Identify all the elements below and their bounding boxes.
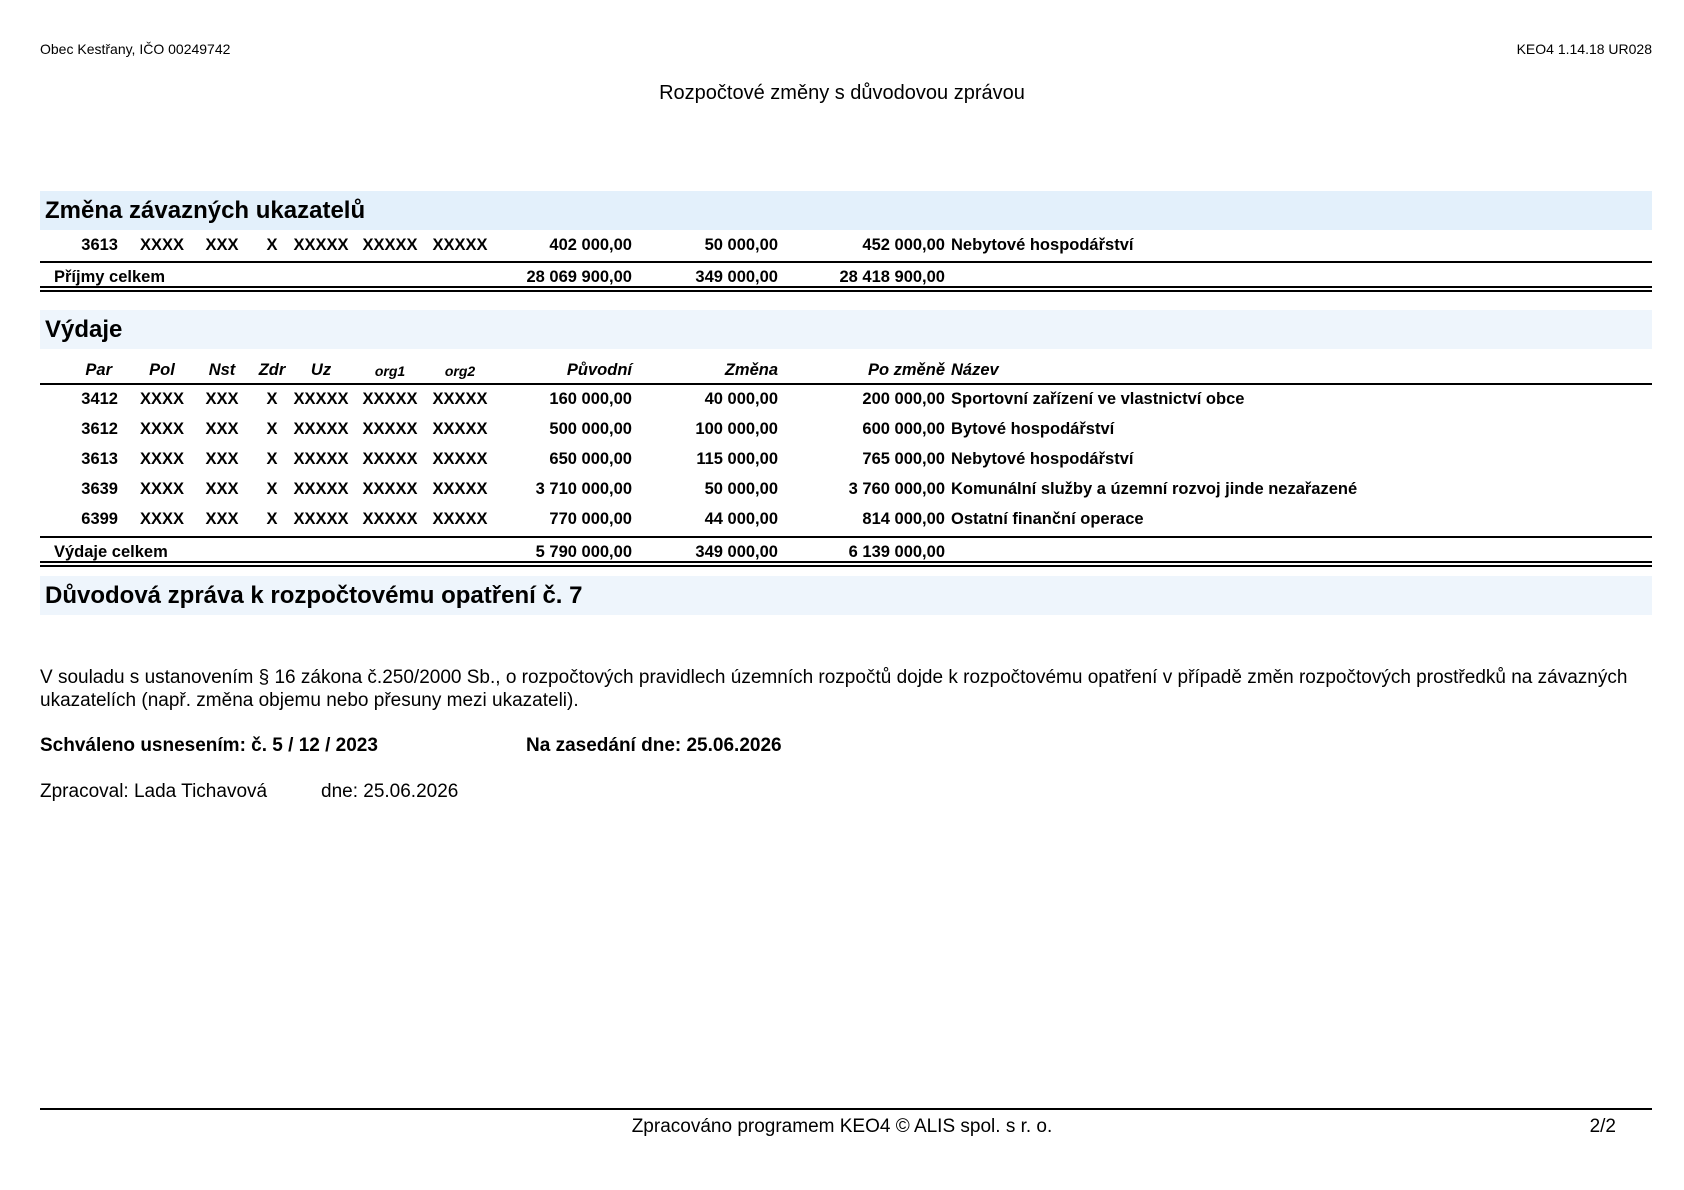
cell-uz: XXXXX bbox=[293, 236, 349, 254]
cell-nst: XXX bbox=[205, 510, 239, 528]
cell-after-change: 814 000,00 bbox=[862, 510, 945, 528]
program-code: KEO4 1.14.18 UR028 bbox=[1516, 41, 1652, 57]
cell-name: Sportovní zařízení ve vlastnictví obce bbox=[951, 390, 1245, 408]
table-row bbox=[40, 230, 1652, 260]
cell-org2: XXXXX bbox=[432, 420, 488, 438]
total-original: 5 790 000,00 bbox=[535, 543, 632, 561]
cell-org2: XXXXX bbox=[432, 480, 488, 498]
cell-pol: XXXX bbox=[139, 510, 185, 528]
cell-uz: XXXXX bbox=[293, 390, 349, 408]
cell-org1: XXXXX bbox=[362, 236, 418, 254]
footer-text: Zpracováno programem KEO4 © ALIS spol. s r. o. bbox=[631, 1116, 1053, 1137]
cell-org2: XXXXX bbox=[432, 450, 488, 468]
cell-pol: XXXX bbox=[139, 236, 185, 254]
total-after-change: 28 418 900,00 bbox=[839, 268, 945, 286]
organization-name: Obec Kestřany, IČO 00249742 bbox=[40, 41, 231, 57]
processed-by: Zpracoval: Lada Tichavová bbox=[40, 781, 268, 802]
table-header bbox=[40, 355, 1652, 385]
cell-zdr: X bbox=[266, 420, 278, 438]
col-uz: Uz bbox=[310, 361, 332, 379]
cell-uz: XXXXX bbox=[293, 420, 349, 438]
col-nst: Nst bbox=[208, 361, 236, 379]
cell-change: 50 000,00 bbox=[704, 480, 778, 498]
cell-par: 6399 bbox=[81, 510, 118, 528]
section-expenses bbox=[40, 310, 1652, 349]
divider-double-top bbox=[40, 286, 1652, 288]
col-org1: org1 bbox=[374, 363, 406, 379]
page-number: 2/2 bbox=[1589, 1116, 1616, 1137]
report-text: V souladu s ustanovením § 16 zákona č.250/2000 Sb., o rozpočtových pravidlech územních rozpočtů dojde k rozpočtovému opatření v případě změn rozpočtových prostředků na závazných ukazatelích (např. změna objemu nebo přesuny mezi ukazateli). bbox=[40, 667, 1628, 711]
section-binding-indicators bbox=[40, 191, 1652, 230]
cell-change: 40 000,00 bbox=[704, 390, 778, 408]
cell-org1: XXXXX bbox=[362, 390, 418, 408]
cell-name: Nebytové hospodářství bbox=[951, 236, 1134, 254]
total-label: Výdaje celkem bbox=[54, 543, 168, 561]
col-zdr: Zdr bbox=[258, 361, 286, 379]
section-report bbox=[40, 576, 1652, 615]
cell-change: 100 000,00 bbox=[695, 420, 778, 438]
col-org2: org2 bbox=[444, 363, 476, 379]
col-name: Název bbox=[951, 361, 999, 379]
divider-double-top bbox=[40, 561, 1652, 563]
cell-after-change: 600 000,00 bbox=[862, 420, 945, 438]
cell-pol: XXXX bbox=[139, 450, 185, 468]
cell-change: 50 000,00 bbox=[704, 236, 778, 254]
cell-original: 160 000,00 bbox=[549, 390, 632, 408]
approval-resolution: Schváleno usnesením: č. 5 / 12 / 2023 bbox=[40, 735, 378, 756]
cell-pol: XXXX bbox=[139, 420, 185, 438]
cell-pol: XXXX bbox=[139, 480, 185, 498]
cell-original: 402 000,00 bbox=[549, 236, 632, 254]
cell-name: Komunální služby a územní rozvoj jinde nezařazené bbox=[951, 480, 1358, 498]
cell-nst: XXX bbox=[205, 420, 239, 438]
cell-change: 115 000,00 bbox=[696, 450, 778, 468]
cell-par: 3613 bbox=[81, 450, 118, 468]
cell-org1: XXXXX bbox=[362, 480, 418, 498]
divider-double-bottom bbox=[40, 565, 1652, 567]
cell-name: Bytové hospodářství bbox=[951, 420, 1115, 438]
cell-zdr: X bbox=[266, 480, 278, 498]
cell-uz: XXXXX bbox=[293, 450, 349, 468]
table-row bbox=[40, 474, 1652, 504]
divider-double-bottom bbox=[40, 290, 1652, 292]
cell-after-change: 3 760 000,00 bbox=[848, 480, 945, 498]
document-title: Rozpočtové změny s důvodovou zprávou bbox=[659, 82, 1025, 104]
cell-org2: XXXXX bbox=[432, 236, 488, 254]
table-row bbox=[40, 444, 1652, 474]
cell-org1: XXXXX bbox=[362, 450, 418, 468]
table-row bbox=[40, 504, 1652, 534]
total-original: 28 069 900,00 bbox=[526, 268, 632, 286]
processed-date: dne: 25.06.2026 bbox=[321, 781, 459, 802]
cell-par: 3639 bbox=[81, 480, 118, 498]
cell-original: 3 710 000,00 bbox=[535, 480, 632, 498]
cell-after-change: 200 000,00 bbox=[862, 390, 945, 408]
cell-org2: XXXXX bbox=[432, 510, 488, 528]
table-row bbox=[40, 414, 1652, 444]
cell-after-change: 765 000,00 bbox=[862, 450, 945, 468]
cell-par: 3613 bbox=[81, 236, 118, 254]
cell-uz: XXXXX bbox=[293, 480, 349, 498]
total-label: Příjmy celkem bbox=[54, 268, 165, 286]
cell-original: 770 000,00 bbox=[549, 510, 632, 528]
col-pol: Pol bbox=[149, 361, 175, 379]
meeting-date: Na zasedání dne: 25.06.2026 bbox=[526, 735, 782, 756]
cell-zdr: X bbox=[266, 236, 278, 254]
section-title: Změna závazných ukazatelů bbox=[45, 197, 366, 224]
col-par: Par bbox=[85, 361, 112, 379]
cell-original: 650 000,00 bbox=[549, 450, 632, 468]
cell-original: 500 000,00 bbox=[549, 420, 632, 438]
cell-nst: XXX bbox=[205, 390, 239, 408]
section-title: Výdaje bbox=[45, 316, 123, 343]
cell-org2: XXXXX bbox=[432, 390, 488, 408]
cell-org1: XXXXX bbox=[362, 420, 418, 438]
total-change: 349 000,00 bbox=[695, 543, 778, 561]
col-change: Změna bbox=[724, 361, 778, 379]
footer-divider bbox=[40, 1108, 1652, 1110]
cell-zdr: X bbox=[266, 390, 278, 408]
cell-nst: XXX bbox=[205, 236, 239, 254]
col-original: Původní bbox=[566, 361, 632, 379]
cell-name: Ostatní finanční operace bbox=[951, 510, 1144, 528]
col-after-change: Po změně bbox=[867, 361, 945, 379]
cell-nst: XXX bbox=[205, 480, 239, 498]
table-row bbox=[40, 384, 1652, 414]
cell-zdr: X bbox=[266, 510, 278, 528]
total-after-change: 6 139 000,00 bbox=[848, 543, 945, 561]
cell-after-change: 452 000,00 bbox=[862, 236, 945, 254]
cell-par: 3612 bbox=[81, 420, 118, 438]
cell-par: 3412 bbox=[81, 390, 118, 408]
cell-change: 44 000,00 bbox=[704, 510, 778, 528]
cell-name: Nebytové hospodářství bbox=[951, 450, 1134, 468]
total-change: 349 000,00 bbox=[695, 268, 778, 286]
cell-org1: XXXXX bbox=[362, 510, 418, 528]
cell-nst: XXX bbox=[205, 450, 239, 468]
cell-uz: XXXXX bbox=[293, 510, 349, 528]
section-title: Důvodová zpráva k rozpočtovému opatření č. 7 bbox=[45, 582, 583, 609]
cell-zdr: X bbox=[266, 450, 278, 468]
cell-pol: XXXX bbox=[139, 390, 185, 408]
